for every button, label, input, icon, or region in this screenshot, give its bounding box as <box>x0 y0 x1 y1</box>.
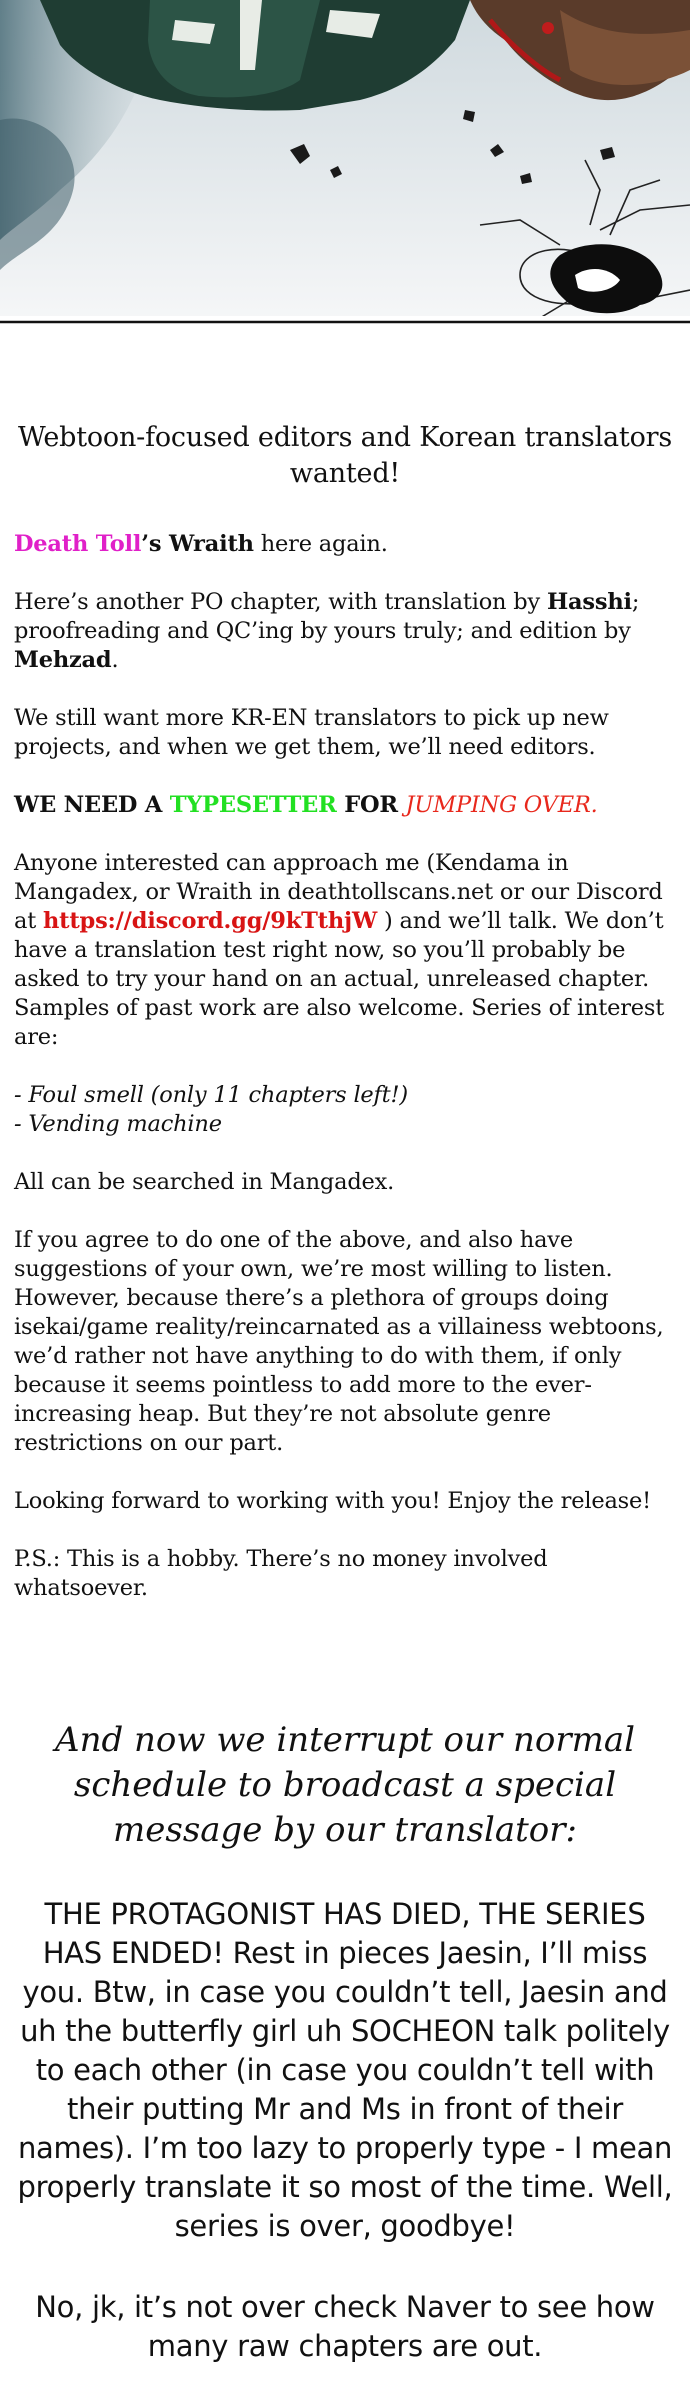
possessive-text: ’s <box>141 531 169 557</box>
staff-text-a: Here’s another PO chapter, with translation by <box>14 589 547 615</box>
translator-message <box>14 1718 676 2408</box>
translator-name: Hasshi <box>546 589 632 615</box>
series-name: JUMPING OVER. <box>405 792 598 818</box>
author-name: Wraith <box>169 531 254 557</box>
staff-text-b: ; proofreading and QC’ing by yours truly; and edition by <box>14 589 640 644</box>
callout-text-a: WE NEED A <box>14 792 170 818</box>
staff-paragraph <box>14 588 676 675</box>
contact-paragraph <box>14 849 676 1052</box>
discord-link[interactable]: https://discord.gg/9kTthjW <box>43 908 378 934</box>
search-paragraph: All can be searched in Mangadex. <box>14 1169 395 1195</box>
message-footer: No, jk, it’s not over check Naver to see how many raw chapters are out. <box>35 2290 655 2363</box>
contact-text-a: Anyone interested can approach me (Kendama in Mangadex, or Wraith in deathtollscans.net or our Discord at <box>14 850 663 934</box>
ps-paragraph: P.S.: This is a hobby. There’s no money involved whatsoever. <box>14 1546 548 1601</box>
intro-rest: here again. <box>253 531 388 557</box>
group-name: Death Toll <box>14 531 142 557</box>
manga-panel-art-icon <box>0 0 690 326</box>
credits-section <box>14 420 676 1632</box>
staff-text-c: . <box>111 647 119 673</box>
role-name: TYPESETTER <box>169 792 337 818</box>
closing-paragraph: Looking forward to working with you! Enjoy the release! <box>14 1488 651 1514</box>
genre-paragraph: If you agree to do one of the above, and also have suggestions of your own, we’re most willing to listen. However, because there’s a plethora of groups doing isekai/game reality/reincarnated as a villainess webtoons, we’d rather not have anything to do with them, if only because it seems pointless to add more to the ever-increasing heap. But they’re not absolute genre restrictions on our part. <box>14 1227 664 1456</box>
message-heading: And now we interrupt our normal schedule to broadcast a special message by our translator: <box>55 1720 635 1850</box>
series-list <box>14 1081 676 1139</box>
callout-text-b: FOR <box>336 792 406 818</box>
editor-name: Mehzad <box>14 647 112 673</box>
list-item: - Foul smell (only 11 chapters left!) <box>14 1082 408 1108</box>
message-body: THE PROTAGONIST HAS DIED, THE SERIES HAS ENDED! Rest in pieces Jaesin, I’ll miss you. Btw, in case you couldn’t tell, Jaesin and uh the butterfly girl uh SOCHEON talk politely to each other (in case you couldn’t tell with their putting Mr and Ms in front of their names). I’m too lazy to properly type - I mean properly translate it so most of the time. Well, series is over, goodbye! <box>17 1897 673 2243</box>
typesetter-callout <box>14 791 676 820</box>
list-item: - Vending machine <box>14 1111 222 1137</box>
manga-panel <box>0 0 690 326</box>
recruitment-headline: Webtoon-focused editors and Korean translators wanted! <box>17 422 672 489</box>
intro-paragraph <box>14 530 676 559</box>
contact-text-b: ) and we’ll talk. We don’t have a translation test right now, so you’ll probably be asked to try your hand on an actual, unreleased chapter. Samples of past work are also welcome. Series of interest are: <box>14 908 665 1050</box>
recruit-paragraph: We still want more KR-EN translators to pick up new projects, and when we get them, we’ll need editors. <box>14 705 609 760</box>
